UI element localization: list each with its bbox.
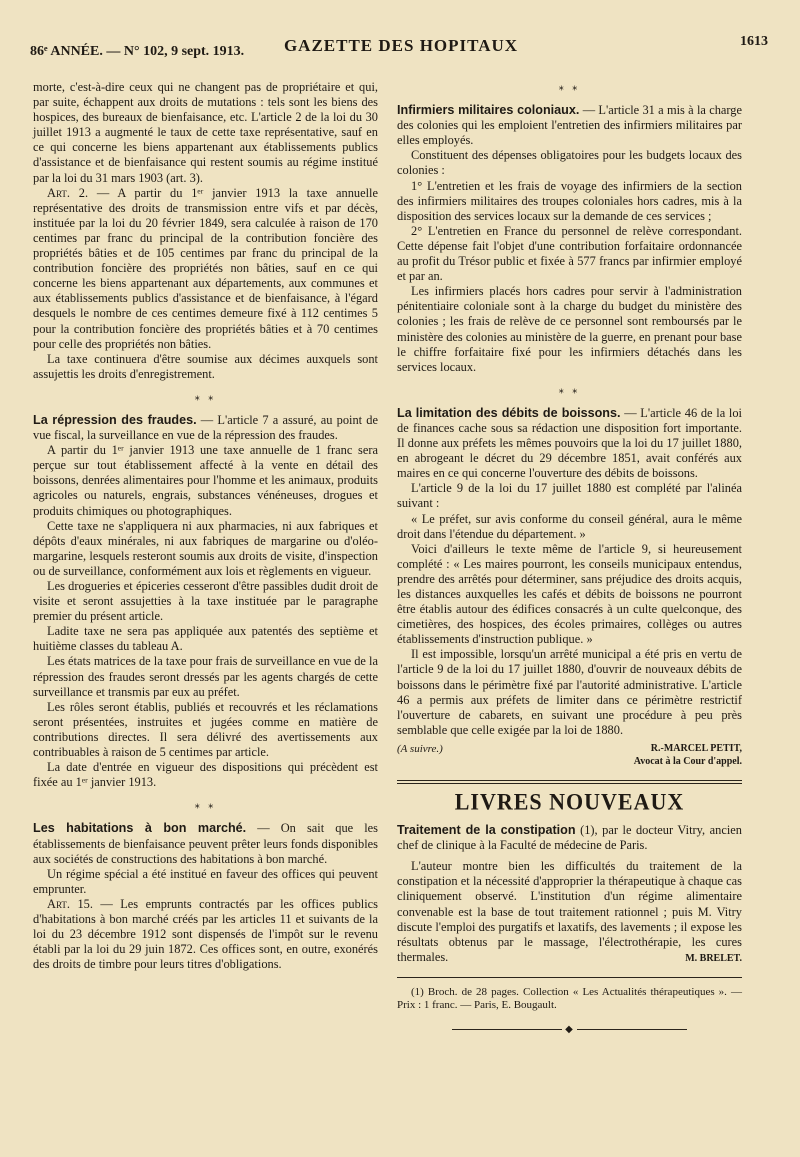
section-separator: ⁎ ⁎ [194, 800, 217, 812]
section-intro: — On sait que les établissements de bienfaisance peuvent prêter leurs fonds disponibles aux sociétés de constructions des habitations à bon marché. [33, 821, 378, 866]
page-header [30, 34, 772, 66]
section-heading: Infirmiers militaires coloniaux. [397, 103, 580, 118]
author-signature [634, 742, 742, 768]
paragraph: Ladite taxe ne sera pas appliquée aux patentés des septième et huitième classes du tableau A. [33, 624, 378, 654]
section-title: LIVRES NOUVEAUX [454, 788, 685, 815]
section-separator: ⁎ ⁎ [194, 391, 217, 403]
book-review [397, 859, 742, 965]
paragraph: Voici d'ailleurs le texte même de l'article 9, si heureusement complété : « Les maires pourront, les conseils municipaux entendus, prendre des arrêtés pour déterminer, sans préjudice des droits acquis, les distances auxquelles les cafés et débits de boissons ne pourront être établis autour des édifices consacrés à un culte quelconque, des cimetières, des hospices, des écoles primaires, collèges ou autres établissements d'instruction publique. » [397, 541, 742, 647]
paragraph: Constituent des dépenses obligatoires pour les budgets locaux des colonies : [397, 148, 742, 178]
paragraph: 2° L'entretien en France du personnel de relève correspondant. Cette dépense fait l'objet d'une contribution forfaitaire ordonnancée au profit du Trésor public et fixée à 577 francs par infirmier employé et par an. [397, 223, 742, 284]
journal-title: GAZETTE DES HOPITAUX [283, 36, 519, 55]
paragraph: Les rôles seront établis, publiés et recouvrés et les réclamations seront présentées, instruites et jugées comme en matière de contributions directes. Il sera délivré des avertissements aux contribuables à raison de 5 centimes par article. [33, 699, 378, 760]
page-number: 1613 [740, 34, 768, 49]
review-text: L'auteur montre bien les difficultés du traitement de la constipation et la nécessité d'approprier la thérapeutique à chaque cas cliniquement observé. L'institution d'un régime alimentaire convenable est la base de tout traitement rationnel ; puis M. Vitry discute l'emploi des purgatifs et laxatifs, des lavements ; il expose les résultats obtenus par le massage, l'électrothérapie, les cures thermales. [397, 859, 742, 964]
left-column [33, 80, 378, 972]
section-separator: ⁎ ⁎ [558, 82, 581, 93]
article-label: Art. 2. [47, 185, 89, 200]
paragraph: La date d'entrée en vigueur des dispositions qui précèdent est fixée au 1ᵉʳ janvier 1913. [33, 760, 378, 790]
to-be-continued: (A suivre.) [397, 742, 443, 755]
right-column [397, 80, 742, 1037]
paragraph: Les infirmiers placés hors cadres pour servir à l'administration pénitentiaire coloniale sont à la charge du budget du ministère des colonies ; les frais de relève de ce personnel sont remboursés par le ministère des colonies au ministère de la guerre, en prenant pour base le chiffre forfaitaire fixé pour les infirmiers détachés dans les services locaux. [397, 284, 742, 374]
issue-info: 86ᵉ ANNÉE. — N° 102, 9 sept. 1913. [30, 44, 245, 59]
section-heading: La limitation des débits de boissons. [397, 405, 621, 420]
article-15 [33, 897, 378, 972]
paragraph: morte, c'est-à-dire ceux qui ne changent pas de propriétaire et qui, par suite, échappent aux droits de mutations : tels sont les biens des hospices, des bureaux de bienfaisance, etc. L'article 2 de la loi du 30 juillet 1913 a augmenté le taux de cette taxe représentative, sauf en ce qui concerne les biens appartenant aux établissements publics d'assistance et de bienfaisance qui restent soumis au régime institué par la loi du 31 mars 1903 (art. 3). [33, 80, 378, 185]
section-fraudes [33, 413, 378, 443]
paragraph: Il est impossible, lorsqu'un arrêté municipal a été pris en vertu de l'article 9 de la loi du 17 juillet 1880, d'ouvrir de nouveaux débits de boissons dans le périmètre fixé par l'autorité administrative. L'article 46 a permis aux préfets de limiter dans ce périmètre restrictif l'ouverture de cabarets, en suivant une procédure à peu près semblable que celle exigée par la loi de 1880. [397, 647, 742, 737]
section-intro: — L'article 46 de la loi de finances cache sous sa rédaction une disposition fort importante. Il donne aux préfets les mêmes pouvoirs que la loi du 17 juillet 1880, en abrogeant le décret du 29 décembre 1851, avait conférés aux maires en ce qui concerne l'ouverture des débits de boissons. [397, 405, 742, 481]
article-2 [33, 186, 378, 352]
section-heading: Les habitations à bon marché. [33, 821, 247, 836]
section-infirmiers [397, 103, 742, 148]
author-name: R.-MARCEL PETIT, [650, 742, 742, 754]
paragraph: Les drogueries et épiceries cesseront d'être passibles dudit droit de visite et seront assujetties à la taxe instituée par le paragraphe premier du présent article. [33, 579, 378, 624]
signature-block [397, 742, 742, 768]
book-entry [397, 823, 742, 853]
book-meta: (1), par le docteur Vitry, ancien chef de clinique à la Faculté de médecine de Paris. [397, 823, 742, 853]
paragraph: « Le préfet, sur avis conforme du conseil général, aura le même droit dans l'étendue du département. » [397, 511, 742, 541]
footnote: (1) Broch. de 28 pages. Collection « Les Actualités thérapeutiques ». — Prix : 1 franc. — Paris, E. Bougault. [397, 985, 742, 1011]
section-separator: ⁎ ⁎ [558, 384, 581, 396]
paragraph: L'article 9 de la loi du 17 juillet 1880 est complété par l'alinéa suivant : [397, 481, 742, 511]
paragraph: Les états matrices de la taxe pour frais de surveillance en vue de la répression des fraudes seront dressés par les agents chargés de cette surveillance et transmis par eux au préfet. [33, 654, 378, 699]
end-ornament: ◆ [397, 1022, 742, 1037]
section-intro: — L'article 31 a mis à la charge des colonies qui les emploient l'entretien des infirmiers militaires par elles employés. [397, 103, 742, 148]
paragraph: 1° L'entretien et les frais de voyage des infirmiers de la section des infirmiers militaires des troupes coloniales hors cadres, mis à la disposition des services locaux sur la demande de ces services ; [397, 178, 742, 223]
author-title: Avocat à la Cour d'appel. [633, 755, 742, 767]
book-title: Traitement de la constipation [397, 823, 576, 838]
section-intro: — L'article 7 a assuré, au point de vue fiscal, la surveillance en vue de la répression des fraudes. [33, 412, 378, 443]
section-rule [397, 780, 742, 784]
article-label: Art. 15. [47, 896, 93, 911]
paragraph: Cette taxe ne s'appliquera ni aux pharmacies, ni aux fabriques et dépôts d'eaux minérales, ni aux fabriques de margarine ou d'oléo-margarine, lesquels resteront soumis aux droits de visite, d'inspection ou de surveillance, conformément aux lois et règlements en vigueur. [33, 518, 378, 578]
footnote-rule [397, 977, 742, 978]
article-text: — A partir du 1ᵉʳ janvier 1913 la taxe annuelle représentative des droits de transmission entre vifs et par décès, instituée par la loi du 20 février 1849, sera calculée à raison de 170 centimes par franc du principal de la contribution foncière des propriétés bâties et de 105 centimes par franc du principal de la contribution foncière des propriétés non bâties, sauf en ce qui concerne les biens appartenant aux départements, aux communes et aux établissements publics d'assistance et de bienfaisance, à l'égard desquels le nombre de ces centimes demeure fixé à 112 centimes 5 pour la contribution foncière des propriétés bâties et à 70 centimes pour celle des propriétés non bâties. [33, 185, 378, 351]
reviewer: M. BRELET. [685, 952, 742, 964]
paragraph: La taxe continuera d'être soumise aux décimes auxquels sont assujettis les droits d'enregistrement. [33, 351, 378, 381]
paragraph: Un régime spécial a été institué en faveur des offices qui peuvent emprunter. [33, 866, 378, 896]
section-habitations [33, 821, 378, 866]
article-text: — Les emprunts contractés par les offices publics d'habitations à bon marché créés par les articles 11 et suivants de la loi du 23 décembre 1912 sont dispensés de l'impôt sur le revenu établi par la loi du 29 juin 1872. Ces offices sont, en outre, exonérés des droits de timbre pour leurs titres d'obligations. [33, 896, 379, 972]
section-limitation [397, 406, 742, 481]
paragraph: A partir du 1ᵉʳ janvier 1913 une taxe annuelle de 1 franc sera perçue sur tout établissement affecté à la vente en détail des boissons, denrées alimentaires pour l'homme et les animaux, produits agricoles ou naturels, engrais, substances vénéneuses, drogues et produits chimiques ou photographiques. [33, 443, 378, 518]
section-heading: La répression des fraudes. [33, 412, 197, 427]
